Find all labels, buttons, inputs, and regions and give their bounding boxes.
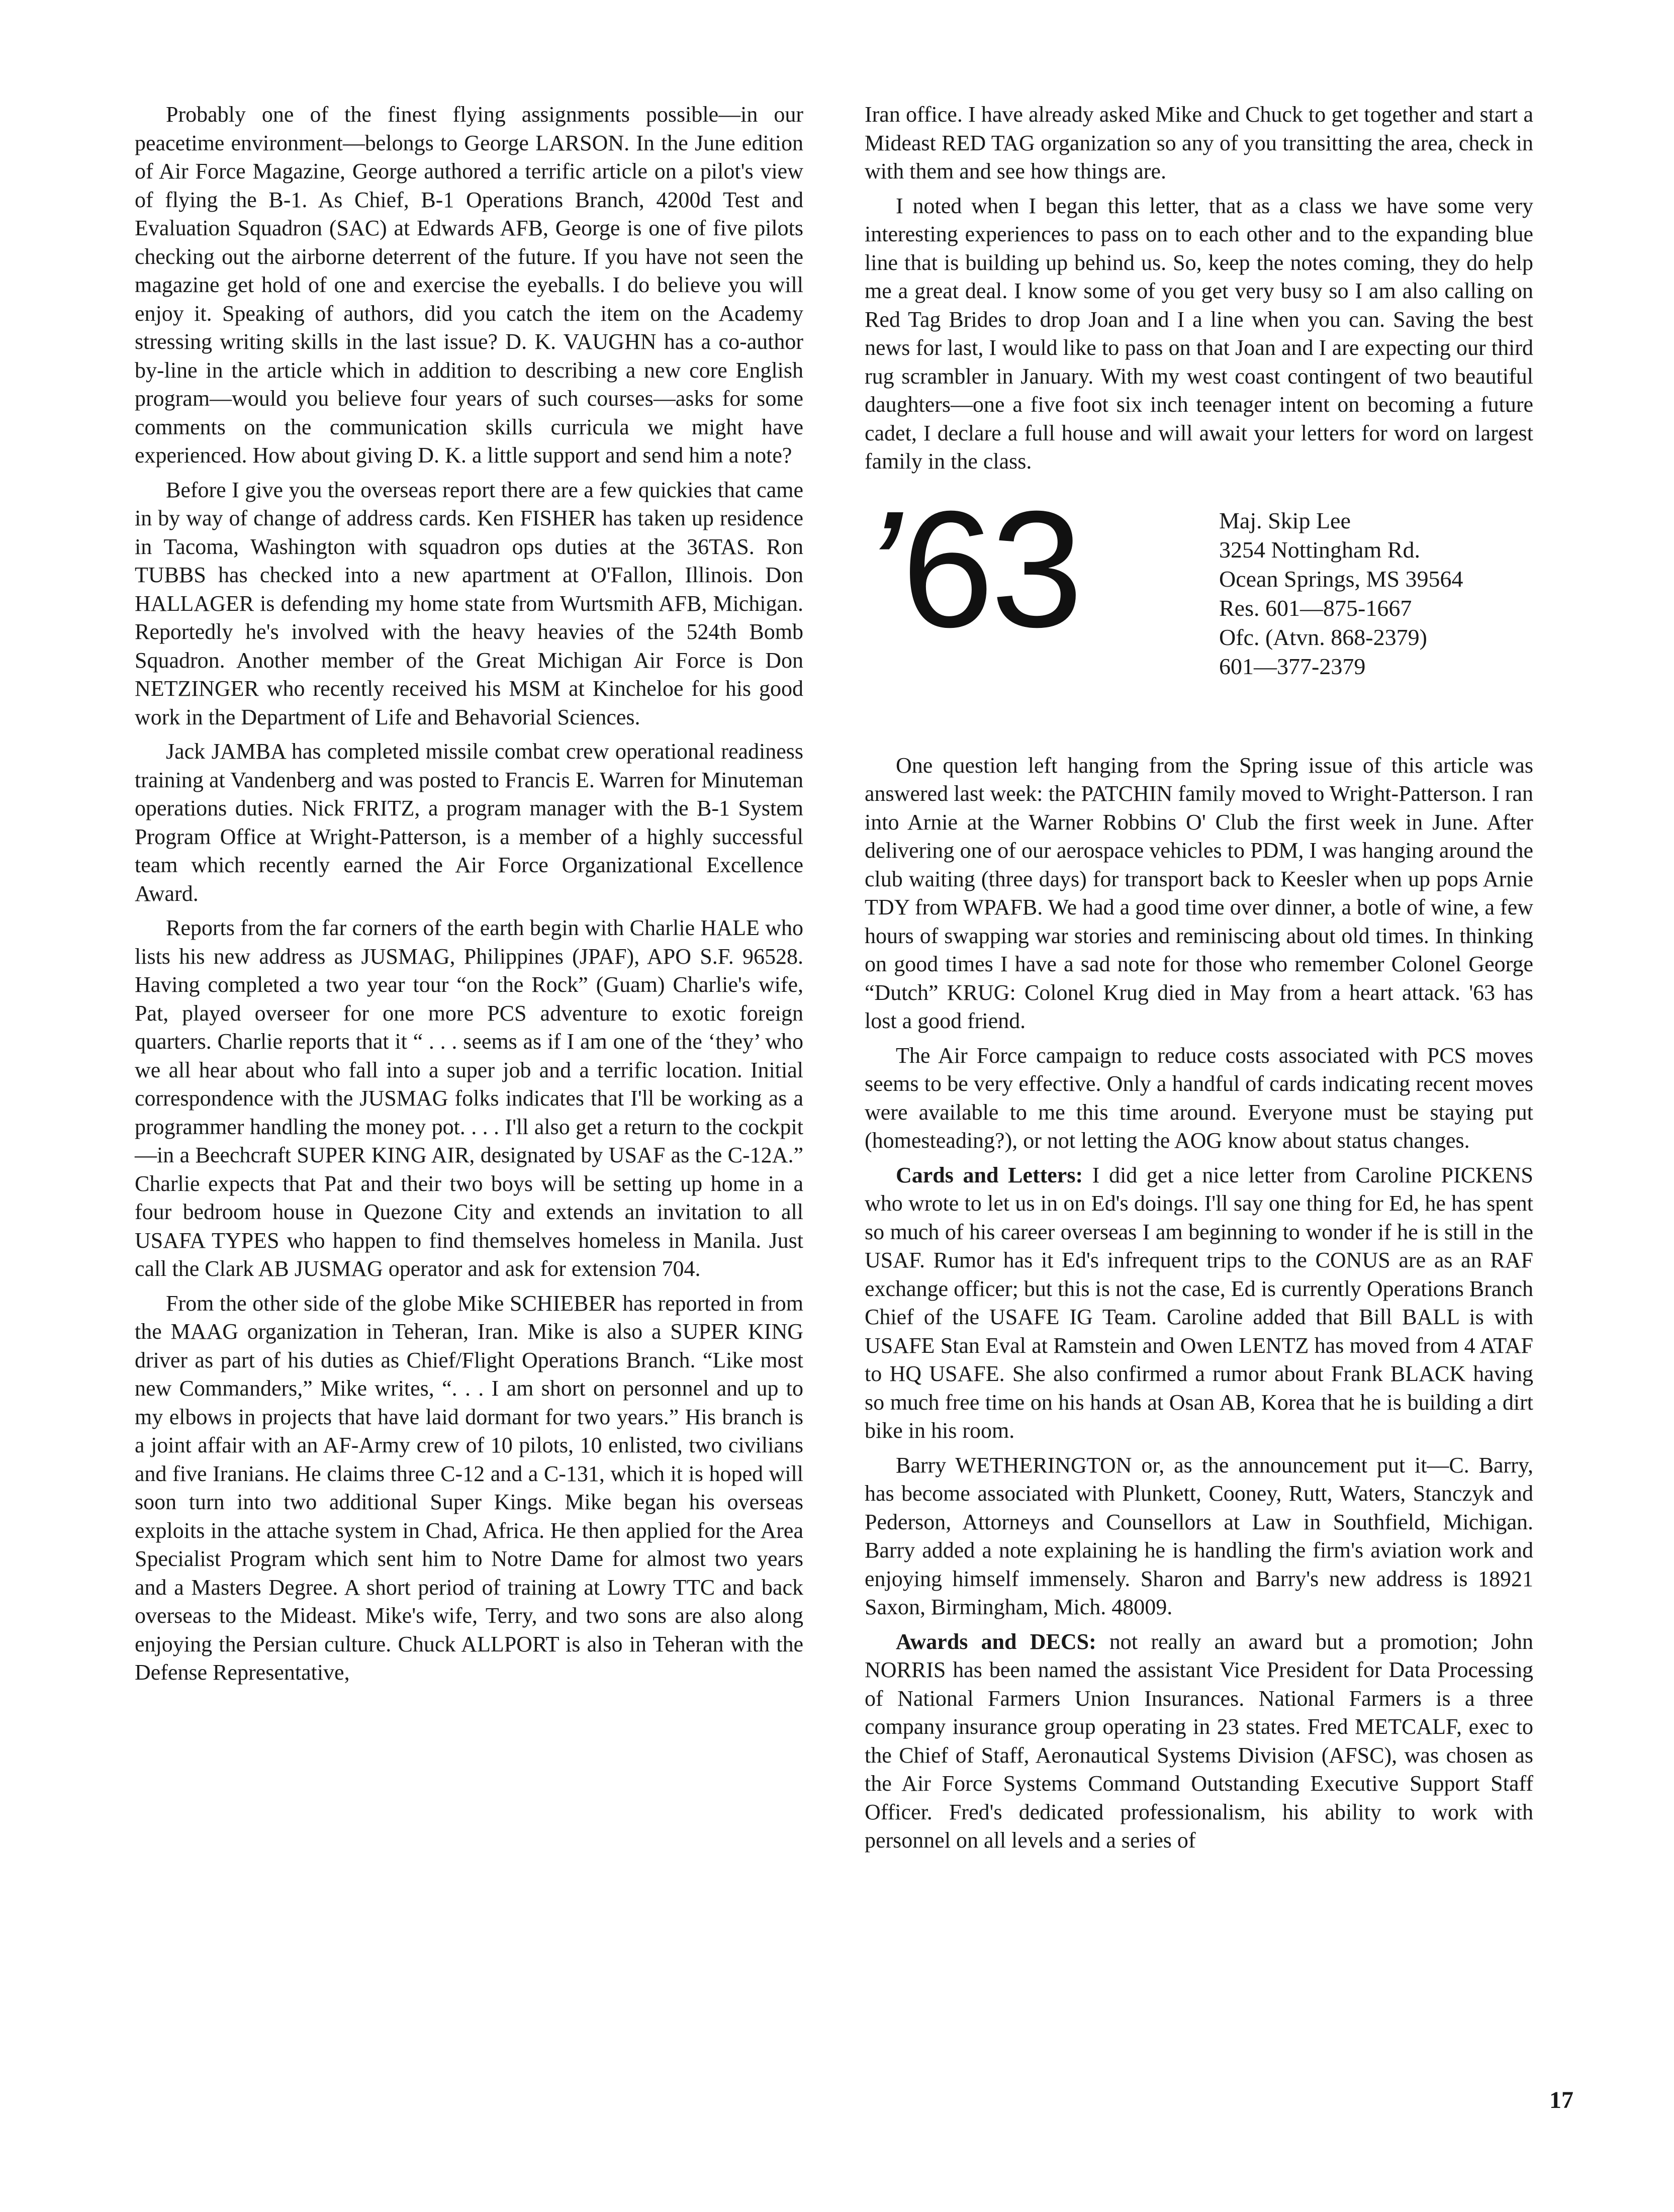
class-correspondent-contact [1219, 506, 1463, 681]
class-year-apostrophe: ’ [845, 476, 918, 662]
class-header [845, 476, 1533, 727]
class-year-digits: 63 [901, 476, 1080, 662]
left-paragraph-5: From the other side of the globe Mike SCHIEBER has reported in from the MAAG organization in Teheran, Iran. Mike is also a SUPER KING driver as part of his duties as Chief/Flight Operations Branch. “Like most new Commanders,” Mike writes, “. . . I am short on personnel and up to my elbows in projects that have laid dormant for two years.” His branch is a joint affair with an AF-Army crew of 10 pilots, 10 enlisted, two civilians and five Iranians. He claims three C-12 and a C-131, which it is hoped will soon turn into two additional Super Kings. Mike began his overseas exploits in the attache system in Chad, Africa. He then applied for the Area Specialist Program which sent him to Notre Dame for almost two years and a Masters Degree. A short period of training at Lowry TTC and back overseas to the Mideast. Mike's wife, Terry, and two sons are also along enjoying the Persian culture. Chuck ALLPORT is also in Teheran with the Defense Representative, [135, 1291, 803, 1685]
left-paragraph-1: Probably one of the finest flying assignments possible—in our peacetime environment—belongs to George LARSON. In the June edition of Air Force Magazine, George authored a terrific article on a pilot's view of flying the B-1. As Chief, B-1 Operations Branch, 4200d Test and Evaluation Squadron (SAC) at Edwards AFB, George is one of five pilots checking out the airborne deterrent of the future. If you have not seen the magazine get hold of one and exercise the eyeballs. I do believe you will enjoy it. Speaking of authors, did you catch the item on the Academy stressing writing skills in the last issue? D. K. VAUGHN has a co-author by-line in the article which in addition to describing a new core English program—would you believe four years of such courses—asks for some comments on the communication skills curricula we might have experienced. How about giving D. K. a little support and send him a note? [135, 102, 803, 468]
paragraph-text: Barry WETHERINGTON or, as the announcement put it—C. Barry, has become associated with Plunkett, Cooney, Rutt, Waters, Stanczyk and Pederson, Attorneys and Counsellors at Law in Southfield, Michigan. Barry added a note explaining he is handling the firm's aviation work and enjoying himself immensely. Sharon and Barry's new address is 18921 Saxon, Birmingham, Mich. 48009. [865, 1452, 1533, 1619]
class-year-heading [845, 476, 1080, 662]
page-number: 17 [1549, 2087, 1573, 2113]
cards-and-letters-lead: Cards and Letters: [896, 1162, 1083, 1187]
left-paragraph-2: Before I give you the overseas report there are a few quickies that came in by way of change of address cards. Ken FISHER has taken up residence in Tacoma, Washington with squadron ops duties at the 36TAS. Ron TUBBS has checked into a new apartment at O'Fallon, Illinois. Don HALLAGER is defending my home state from Wurtsmith AFB, Michigan. Reportedly he's involved with the heavy heavies of the 524th Bomb Squadron. Another member of the Great Michigan Air Force is Don NETZINGER who recently received his MSM at Kincheloe for his good work in the Department of Life and Behavorial Sciences. [135, 477, 803, 729]
contact-city: Ocean Springs, MS 39564 [1219, 566, 1463, 592]
right-paragraph-4 [865, 1042, 1533, 1155]
right-paragraph-5 [865, 1161, 1533, 1445]
right-paragraph-1: Iran office. I have already asked Mike and Chuck to get together and start a Mideast RED TAG organization so any of you transitting the area, check in with them and see how things are. [865, 102, 1533, 183]
right-paragraph-2: I noted when I began this letter, that as a class we have some very interesting experiences to pass on to each other and to the expanding blue line that is building up behind us. So, keep the notes coming, they do help me a great deal. I know some of you get very busy so I am also calling on Red Tag Brides to drop Joan and I a line when you can. Saving the best news for last, I would like to pass on that Joan and I are expecting our third rug scrambler in January. With my west coast contingent of two beautiful daughters—one a five foot six inch teenager intent on becoming a future cadet, I declare a full house and will await your letters for word on largest family in the class. [865, 193, 1533, 474]
contact-office-autovon: Ofc. (Atvn. 868-2379) [1219, 624, 1427, 650]
contact-name: Maj. Skip Lee [1219, 507, 1351, 533]
left-column [135, 101, 803, 1693]
contact-office-phone: 601—377-2379 [1219, 653, 1366, 679]
paragraph-text: The Air Force campaign to reduce costs associated with PCS moves seems to be very effective. Only a handful of cards indicating recent moves were available to me this time around. Everyone must be staying put (homesteading?), or not letting the AOG know about status changes. [865, 1043, 1533, 1153]
right-paragraph-6 [865, 1451, 1533, 1622]
left-paragraph-3: Jack JAMBA has completed missile combat crew operational readiness training at Vandenberg and was posted to Francis E. Warren for Minuteman operations duties. Nick FRITZ, a program manager with the B-1 System Program Office at Wright-Patterson, is a member of a highly successful team which recently earned the Air Force Organizational Excellence Award. [135, 739, 803, 906]
contact-res-phone: Res. 601—875-1667 [1219, 595, 1412, 621]
paragraph-text: I did get a nice letter from Caroline PICKENS who wrote to let us in on Ed's doings. I'll say one thing for Ed, he has spent so much of his career overseas I am beginning to wonder if he is still in the USAF. Rumor has it Ed's infrequent trips to the CONUS are as an RAF exchange officer; but this is not the case, Ed is currently Operations Branch Chief of the USAFE IG Team. Caroline added that Bill BALL is with USAFE Stan Eval at Ramstein and Owen LENTZ has moved from 4 ATAF to HQ USAFE. She also confirmed a rumor about Frank BLACK having so much free time on his hands at Osan AB, Korea that he is building a dirt bike in his room. [865, 1162, 1534, 1443]
right-paragraph-3 [865, 752, 1533, 1036]
left-paragraph-4: Reports from the far corners of the earth begin with Charlie HALE who lists his new address as JUSMAG, Philippines (JPAF), APO S.F. 96528. Having completed a two year tour “on the Rock” (Guam) Charlie's wife, Pat, played overseer for one more PCS adventure to exotic foreign quarters. Charlie reports that it “ . . . seems as if I am one of the ‘they’ who we all hear about who fall into a super job and a terrific location. Initial correspondence with the JUSMAG folks indicates that I'll be working as a programmer handling the money pot. . . . I'll also get a return to the cockpit—in a Beechcraft SUPER KING AIR, designated by USAF as the C-12A.” Charlie expects that Pat and their two boys will be setting up home in a four bedroom house in Quezone City and extends an invitation to all USAFA TYPES who happen to find themselves homeless in Manila. Just call the Clark AB JUSMAG operator and ask for extension 704. [135, 915, 803, 1281]
awards-and-decs-lead: Awards and DECS: [896, 1629, 1096, 1654]
right-paragraph-7 [865, 1628, 1533, 1855]
right-column [845, 101, 1534, 1861]
contact-street: 3254 Nottingham Rd. [1219, 536, 1420, 563]
paragraph-text: One question left hanging from the Spring issue of this article was answered last week: the PATCHIN family moved to Wright-Patterson. I ran into Arnie at the Warner Robbins O' Club the first week in June. After delivering one of our aerospace vehicles to PDM, I was hanging around the club waiting (three days) for transport back to Keesler when up pops Arnie TDY from WPAFB. We had a good time over dinner, a botle of wine, a few hours of swapping war stories and reminiscing about old times. In thinking on good times I have a sad note for those who remember Colonel George “Dutch” KRUG: Colonel Krug died in May from a heart attack. '63 has lost a good friend. [865, 753, 1533, 1033]
paragraph-text: not really an award but a promotion; John NORRIS has been named the assistant Vice President for Data Processing of National Farmers Union Insurances. National Farmers is a three company insurance group operating in 23 states. Fred METCALF, exec to the Chief of Staff, Aeronautical Systems Division (AFSC), was chosen as the Air Force Systems Command Outstanding Executive Support Staff Officer. Fred's dedicated professionalism, his ability to work with personnel on all levels and a series of [865, 1629, 1533, 1853]
